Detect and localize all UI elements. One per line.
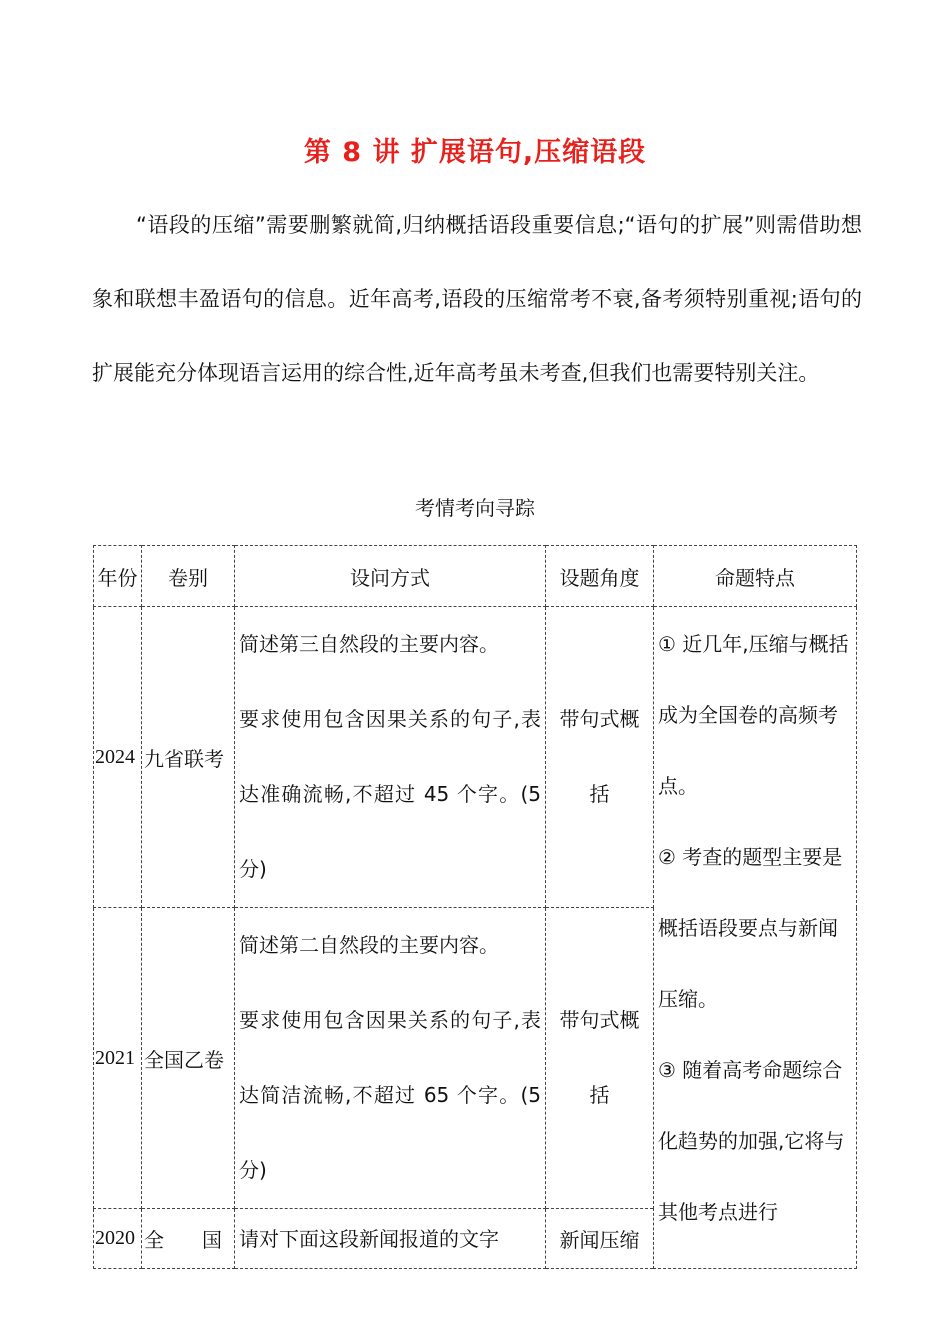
header-question: 设问方式: [235, 546, 546, 607]
header-angle: 设题角度: [546, 546, 654, 607]
cell-angle: 带句式概括: [546, 607, 654, 908]
juan-part-a: 全: [144, 1228, 164, 1252]
cell-angle: 带句式概括: [546, 908, 654, 1209]
page-title: 第 8 讲 扩展语句,压缩语段: [303, 137, 647, 168]
cell-question: 请对下面这段新闻报道的文字: [235, 1209, 546, 1269]
cell-angle: 新闻压缩: [546, 1209, 654, 1269]
cell-juan: 九省联考: [142, 607, 235, 908]
table-row: [94, 607, 857, 908]
header-juan: 卷别: [142, 546, 235, 607]
header-features: 命题特点: [654, 546, 857, 607]
intro-text: “语段的压缩”需要删繁就简,归纳概括语段重要信息;“语句的扩展”则需借助想象和联想丰盈语句的信息。近年高考,语段的压缩常考不衰,备考须特别重视;语句的扩展能充分体现语言运用的综合性,近年高考虽未考查,但我们也需要特别关注。: [92, 213, 862, 385]
cell-year: 2021: [94, 908, 142, 1209]
cell-question: [235, 908, 546, 1209]
feature-1: ① 近几年,压缩与概括成为全国卷的高频考点。: [658, 632, 849, 798]
cell-features: [654, 607, 857, 1269]
header-year: 年份: [94, 546, 142, 607]
table-header-row: [94, 546, 857, 607]
table-caption: 考情考向寻踪: [415, 496, 535, 520]
cell-question: [235, 607, 546, 908]
cell-juan: [142, 1209, 235, 1269]
feature-3: ③ 随着高考命题综合化趋势的加强,它将与其他考点进行: [658, 1058, 845, 1224]
question-line-2: 要求使用包含因果关系的句子,表达准确流畅,不超过 45 个字。(5 分): [239, 707, 541, 881]
feature-2: ② 考查的题型主要是概括语段要点与新闻压缩。: [658, 845, 843, 1011]
cell-year: 2020: [94, 1209, 142, 1269]
cell-year: 2024: [94, 607, 142, 908]
juan-part-b: 国: [202, 1228, 222, 1252]
question-line-1: 简述第二自然段的主要内容。: [239, 933, 499, 957]
question-line-1: 简述第三自然段的主要内容。: [239, 632, 499, 656]
exam-trend-table: [93, 545, 857, 1269]
intro-paragraph: [92, 188, 862, 410]
cell-juan: 全国乙卷: [142, 908, 235, 1209]
question-line-2: 要求使用包含因果关系的句子,表达简洁流畅,不超过 65 个字。(5 分): [239, 1008, 541, 1182]
